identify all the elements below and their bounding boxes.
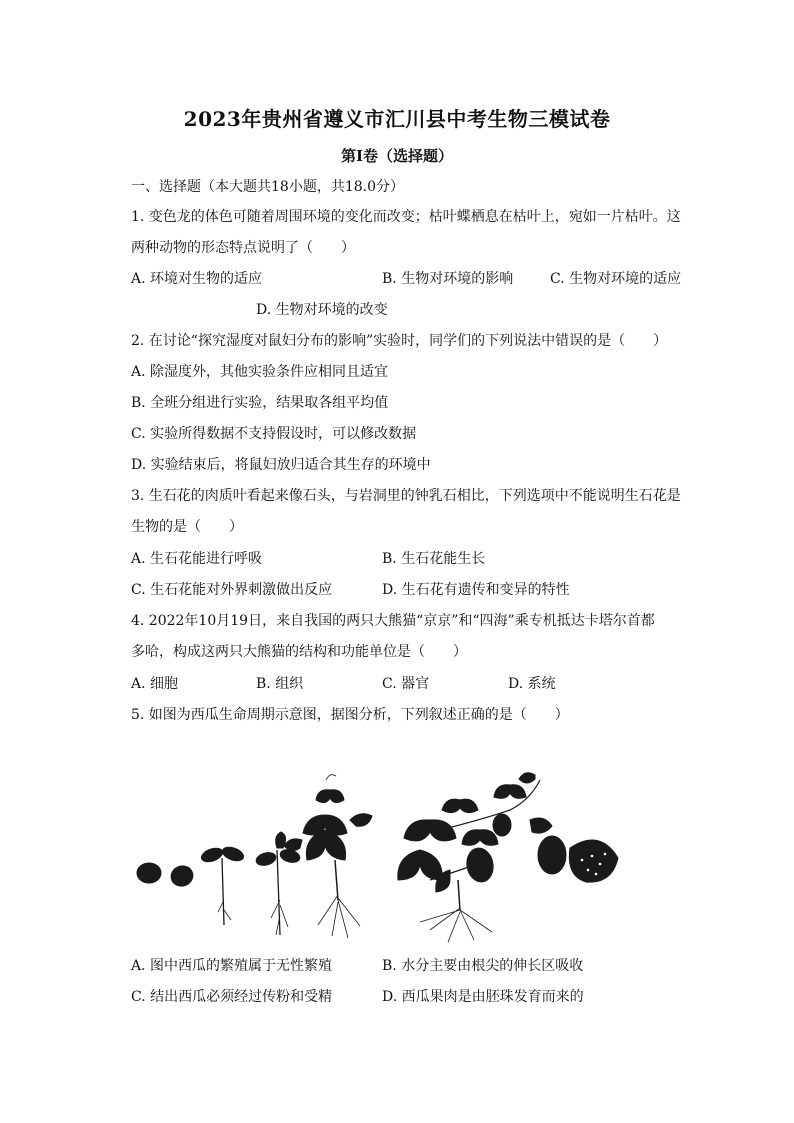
q2-option-a[interactable]: A. 除湿度外，其他实验条件应相同且适宜 <box>131 364 389 380</box>
q3-option-c[interactable]: C. 生石花能对外界刺激做出反应 <box>131 582 333 598</box>
seedling-1 <box>200 845 246 925</box>
part-heading: 第I卷（选择题） <box>340 147 454 165</box>
q3-stem-line2: 生物的是（ ） <box>131 519 243 535</box>
q1-stem-line2: 两种动物的形态特点说明了（ ） <box>131 240 355 256</box>
q4-stem-line1: 4. 2022年10月19日，来自我国的两只大熊猫“京京”和“四海”乘专机抵达卡塔尔首都 <box>131 613 655 629</box>
fruiting-vine <box>398 773 552 942</box>
q4-option-a[interactable]: A. 细胞 <box>131 676 179 692</box>
q2-stem: 2. 在讨论“探究湿度对鼠妇分布的影响”实验时，同学们的下列说法中错误的是（ ） <box>131 333 668 349</box>
q2-option-d[interactable]: D. 实验结束后，将鼠妇放归适合其生存的环境中 <box>131 457 431 473</box>
q4-option-c[interactable]: C. 器官 <box>382 676 430 692</box>
q4-option-d[interactable]: D. 系统 <box>508 676 556 692</box>
q5-option-c[interactable]: C. 结出西瓜必须经过传粉和受精 <box>131 989 333 1005</box>
q3-option-a[interactable]: A. 生石花能进行呼吸 <box>131 551 263 567</box>
q5-option-a[interactable]: A. 图中西瓜的繁殖属于无性繁殖 <box>131 958 333 974</box>
q2-option-b[interactable]: B. 全班分组进行实验，结果取各组平均值 <box>131 395 389 411</box>
q5-option-b[interactable]: B. 水分主要由根尖的伸长区吸收 <box>382 958 584 974</box>
q3-option-d[interactable]: D. 生石花有遗传和变异的特性 <box>382 582 570 598</box>
q3-stem-line1: 3. 生石花的肉质叶看起来像石头，与岩洞里的钟乳石相比，下列选项中不能说明生石花是 <box>131 488 681 504</box>
q2-option-c[interactable]: C. 实验所得数据不支持假设时，可以修改数据 <box>131 426 417 442</box>
section-heading: 一、选择题（本大题共18小题，共18.0分） <box>131 179 404 195</box>
q1-stem-line1: 1. 变色龙的体色可随着周围环境的变化而改变；枯叶蝶栖息在枯叶上，宛如一片枯叶。这 <box>131 209 681 225</box>
ripe-watermelon <box>538 836 618 882</box>
q5-option-d[interactable]: D. 西瓜果肉是由胚珠发育而来的 <box>382 989 584 1005</box>
q1-option-c[interactable]: C. 生物对环境的适应 <box>550 271 682 287</box>
q5-stem: 5. 如图为西瓜生命周期示意图，据图分析，下列叙述正确的是（ ） <box>131 707 569 723</box>
watermelon-life-cycle-figure <box>130 760 620 950</box>
watermelon-fruit-2 <box>464 846 496 884</box>
q3-option-b[interactable]: B. 生石花能生长 <box>382 551 486 567</box>
q1-option-d[interactable]: D. 生物对环境的改变 <box>256 302 388 318</box>
q4-stem-line2: 多哈，构成这两只大熊猫的结构和功能单位是（ ） <box>131 644 467 660</box>
page-title: 2023年贵州省遵义市汇川县中考生物三模试卷 <box>183 107 611 131</box>
seed-2 <box>168 863 196 889</box>
watermelon-fruit-1 <box>493 814 511 836</box>
seed-1 <box>137 863 161 883</box>
q1-option-a[interactable]: A. 环境对生物的适应 <box>131 271 263 287</box>
q1-option-b[interactable]: B. 生物对环境的影响 <box>382 271 514 287</box>
q4-option-b[interactable]: B. 组织 <box>256 676 304 692</box>
